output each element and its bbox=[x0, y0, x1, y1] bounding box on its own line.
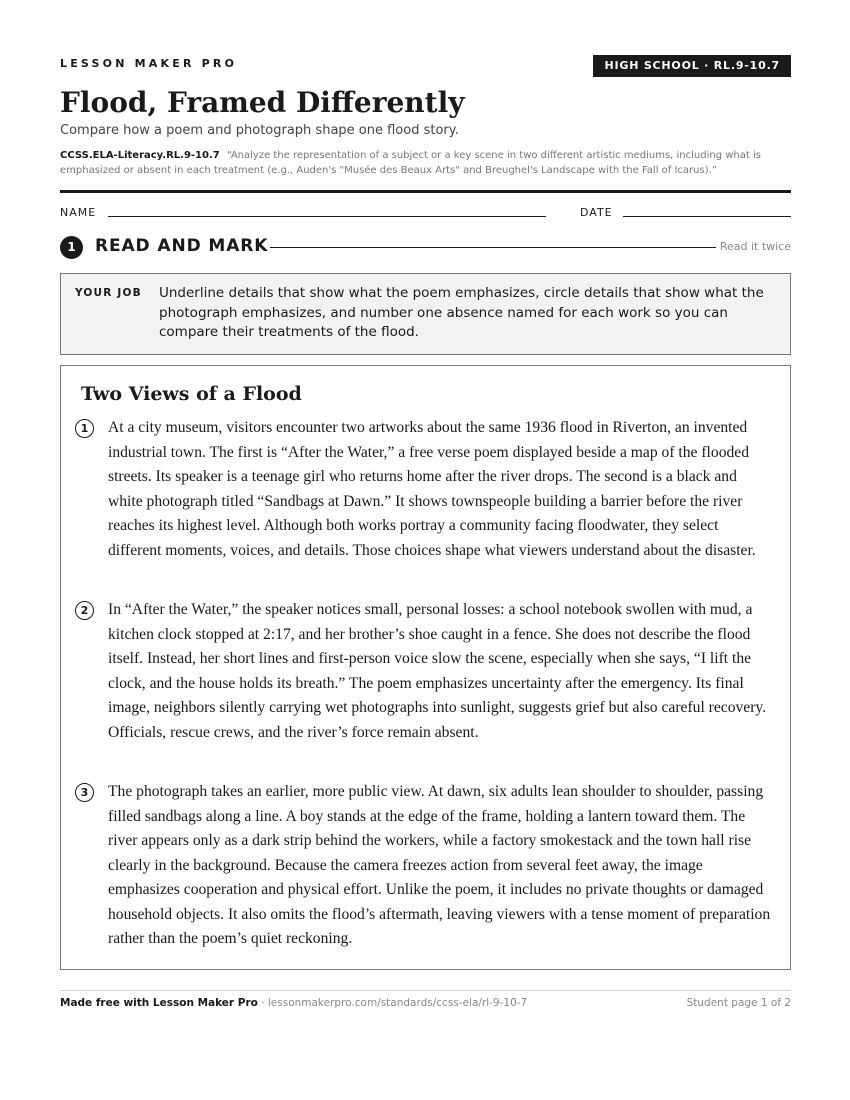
section-number-badge: 1 bbox=[60, 236, 83, 259]
footer-credit bbox=[60, 997, 527, 1009]
date-label: DATE bbox=[580, 206, 613, 219]
name-field[interactable] bbox=[108, 216, 546, 217]
name-label: NAME bbox=[60, 206, 97, 219]
footer-url[interactable]: · lessonmakerpro.com/standards/ccss-ela/rl-9-10-7 bbox=[257, 997, 528, 1009]
date-field[interactable] bbox=[623, 216, 791, 217]
header-bar bbox=[60, 55, 791, 79]
passage-title: Two Views of a Flood bbox=[81, 383, 302, 405]
section-header bbox=[60, 235, 791, 259]
header-divider bbox=[60, 190, 791, 193]
section-divider bbox=[270, 247, 716, 248]
reading-passage bbox=[60, 365, 791, 970]
paragraph-text: In “After the Water,” the speaker notices small, personal losses: a school notebook swollen with mud, a kitchen clock stopped at 2:17, and her brother’s shoe caught in a fence. She does not describe the flood itself. Instead, her short lines and first-person voice slow the scene, especially when she says, “I lift the clock, and the house holds its breath.” The poem emphasizes uncertainty after the emergency. Its final image, neighbors silently carrying wet photographs into sunlight, suggests grief but also careful recovery. Officials, rescue crews, and the river’s force remain absent. bbox=[108, 601, 767, 741]
job-instructions-box bbox=[60, 273, 791, 355]
job-instructions: Underline details that show what the poem emphasizes, circle details that show what the photograph emphasizes, and number one absence named for each work so you can compare their treatments of the flood. bbox=[159, 285, 764, 340]
footer-divider bbox=[60, 990, 791, 991]
paragraph-number: 3 bbox=[75, 783, 94, 802]
standard-description bbox=[60, 148, 791, 178]
section-title: READ AND MARK bbox=[95, 236, 269, 256]
page-title: Flood, Framed Differently bbox=[60, 86, 465, 119]
footer-page-number: Student page 1 of 2 bbox=[686, 997, 791, 1009]
paragraph-text: At a city museum, visitors encounter two artworks about the same 1936 flood in Riverton, an invented industrial town. The first is “After the Water,” a free verse poem displayed beside a map of the flooded streets. Its speaker is a teenage girl who returns home after the river drops. The second is a black and white photograph titled “Sandbags at Dawn.” It shows townspeople building a barrier before the river reaches its highest level. Although both works portray a community facing floodwater, they select different moments, voices, and details. Those choices shape what viewers understand about the disaster. bbox=[108, 419, 756, 559]
job-label: YOUR JOB bbox=[75, 287, 142, 299]
paragraph-text: The photograph takes an earlier, more public view. At dawn, six adults lean shoulder to shoulder, passing filled sandbags along a line. A boy stands at the edge of the frame, holding a lantern toward them. The river appears only as a dark strip behind the workers, while a factory smokestack and the town hall rise clearly in the background. Because the camera freezes action from several feet away, the image emphasizes cooperation and physical effort. Unlike the poem, it includes no private thoughts or damaged household objects. It also omits the flood’s aftermath, leaving viewers with a tense moment of preparation rather than the poem’s quiet reckoning. bbox=[108, 783, 771, 947]
paragraph-number: 1 bbox=[75, 419, 94, 438]
standard-text: “Analyze the representation of a subject or a key scene in two different artistic mediums, including what is emphasized or absent in each treatment (e.g., Auden's "Musée des Beaux Arts" and Breughel's Landscape with the Fall of Icarus).” bbox=[60, 150, 761, 176]
brand-name: LESSON MAKER PRO bbox=[60, 57, 238, 70]
paragraph-number: 2 bbox=[75, 601, 94, 620]
section-note: Read it twice bbox=[719, 240, 791, 253]
page-subtitle: Compare how a poem and photograph shape one flood story. bbox=[60, 123, 459, 138]
standard-code: CCSS.ELA-Literacy.RL.9-10.7 bbox=[60, 150, 220, 161]
footer-made-with: Made free with Lesson Maker Pro bbox=[60, 997, 258, 1009]
grade-badge: HIGH SCHOOL · RL.9-10.7 bbox=[593, 55, 791, 77]
